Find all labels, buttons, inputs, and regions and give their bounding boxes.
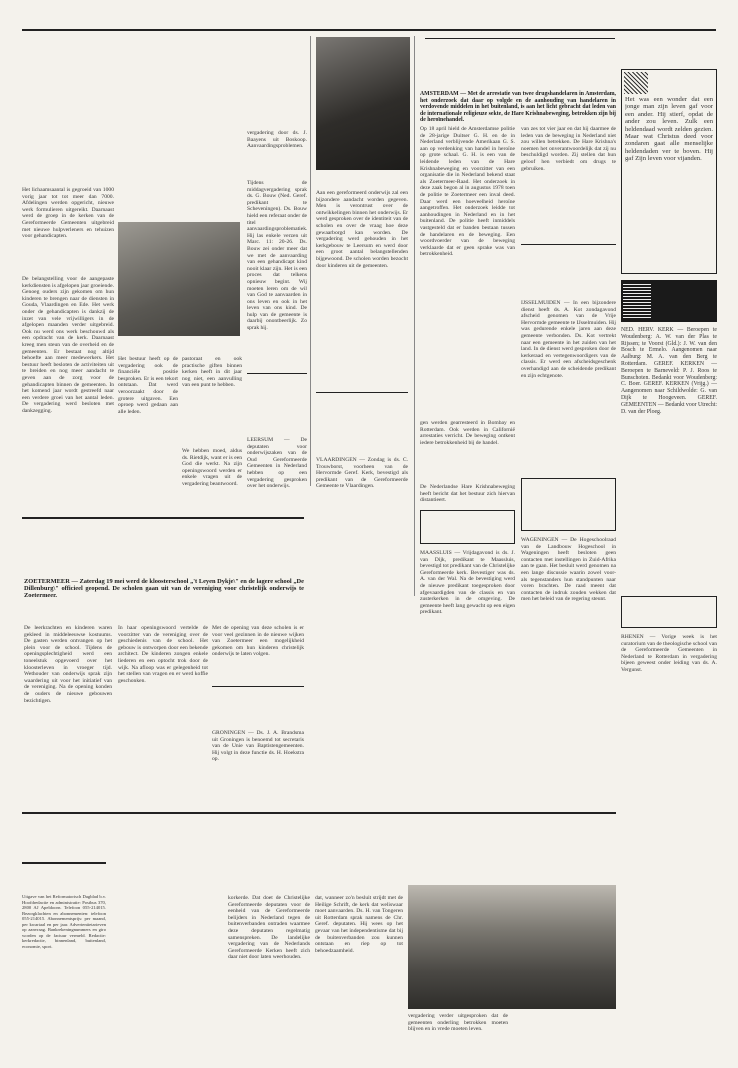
art9-body-col2: In haar openingswoord vertelde de voorzitter van de vereniging over de geschiedenis van de school. Het gebouw is ontworpen door een bekende architect. De kinderen zongen enkele liederen en een optocht trok door de wijk. Na afloop was er gelegenheid tot het stellen van vragen en er werd koffie geschonken. [118,625,208,684]
art4-top-rule [316,392,408,393]
art6-body: IJSSELMUIDEN — In een bijzondere dienst heeft ds. A. Kot zondagavond afscheid genomen van de Vrije Hervormde gemeente te IJsselmuiden. Hij was gedurende enkele jaren aan deze gemeente verbonden. Ds. Kot vertrekt naar een gemeente in het zuiden van het land. In de dienst werd gesproken door de kerkeraad en vertegenwoordigers van de classis. Er werd een afscheidsgeschenk overhandigd aan de scheidende predikant en zijn echtgenote. [521,300,616,379]
column-rule-1 [310,36,311,486]
art2-top-rule [247,373,307,374]
art2-body-col2: Aan een gereformeerd onderwijs zal een bijzondere aandacht worden gegeven. Men is verontrust over de ontwikkelingen binnen het onderwijs. Er werd gesproken over de identiteit van de scholen en over de vraag hoe deze gewaarborgd kan worden. De vergadering werd gehouden in het kerkgebouw te Leersum en werd door een groot aantal belangstellenden bijgewoond. De scholen worden bezocht door kinderen uit de gemeenten. [316,190,408,269]
art1-body-col4: vergadering door ds. J. Baayens uit Boskoop. Aanvaardingsproblemen. [247,130,307,150]
art1-body-col4b: Tijdens de middagvergadering sprak ds. G. Bouw (Ned. Geref. predikant te Scheveningen). Ds. Bouw hield een referaat onder de titel aanvaardingsproblematiek. Hij las enkele verzen uit Marc. 11: 20-26. Ds. Bouw zei onder meer dat we met de aanvaarding van een gehandicapt kind nooit klaar zijn. Het is een proces dat telkens opnieuw begint. Wij moeten leren om de wil van God te aanvaarden in ons leven en ook in het leven van ons kind. De hulp van de gemeente is daarbij onontbeerlijk. Zo sprak hij. [247,180,307,332]
art10-top-rule [212,686,304,687]
art5-body-col2b: gen werden gearresteerd in Bombay en Rotterdam. Ook werden in Californië arrestaties verricht. De beweging ontkent iedere betrokkenheid bij de handel. [420,420,515,446]
art9-top-rule [22,517,304,519]
colophon-top-rule [22,862,106,864]
art6-top-rule [521,244,616,245]
sidebar-body: Het was een wonder dat een jonge man zijn leven gaf voor een ander. Hij stierf, opdat de ander zou leven. Zulk een heldendaad wordt zelden gezien. Maar wat Christus deed voor zondaren gaat alle menselijke heldendaden ver te boven. Hij gaf Zijn leven voor vijanden. [625,96,713,163]
art5-lead: AMSTERDAM — Met de arrestatie van twee drugshandelaren in Amsterdam, het onderzoek dat daar op volgde en de aanhouding van handelaren in verdovende middelen in het buitenland, is aan het licht gebracht dat leden van de internationale religieuze sekte, de Hare Krishnabeweging, betrokken zijn bij de heroïnehandel. [420,91,616,123]
art9-body-col1: De leerkrachten en kinderen waren gekleed in middeleeuwse kostuums. De gasten werden ontvangen op het plein voor de school. Tijdens de openingsplechtigheid werd een toneelstuk opgevoerd over het kloosterleven in vroeger tijd. Wethouder van onderwijs sprak zijn waardering uit voor het initiatief van de vereniging. Na de opening konden de ouders de nieuwe gebouwen bezichtigen. [24,625,112,704]
art5-body-col1: Op 18 april hield de Amsterdamse politie de 28-jarige Duitser G. H. en de in Nederland verblijvende Amerikaan G. S. aan op verdenking van handel in heroïne op grote schaal. G. H. is een van de leidende leden van de Hare Krishnabeweging en voorzitter van een organisatie die in Nederland bekend staat als Zoetermeer-Raad. Het onderzoek in deze zaak begon al in augustus 1978 toen de politie te Zoetermeer een inval deed. Daar werd een hoeveelheid heroïne aangetroffen. Het onderzoek leidde tot aanhoudingen in Nederland en in het buitenland. De politie heeft inmiddels vastgesteld dat er banden bestaan tussen de handelaren en de beweging. Een woordvoerder van de beweging verklaarde dat er geen sprake was van betrokkenheid. [420,126,515,258]
sidebar-ornament [624,72,648,94]
art4-body: VLAARDINGEN — Zondag is ds. C. Trouwborst, voorheen van de Hervormde Geref. Kerk, bevestigd als predikant van de Gereformeerde Gemeente te Vlaardingen. [316,457,408,490]
beroepingswerk-emblem [623,284,651,318]
art9-lead: ZOETERMEER — Zaterdag 19 mei werd de kloosterschool „'t Leyen Dykje\" en de lagere school „De Dillenburg\" officieel geopend. De scholen gaan uit van de vereniging voor christelijk onderwijs te Zoetermeer. [24,578,304,600]
art5-body-col2c: De Nederlandse Hare Krishnabeweging heeft bericht dat het bestuur zich hiervan distantieert. [420,484,515,504]
art11-photo-meeting [408,885,616,1009]
art5-top-rule [425,38,615,39]
art1-body-col3: pastoraat en ook practische giften binnen kerken heeft in dit jaar nog niet, een aanvulling van een punt te hebben. [182,356,242,389]
beroepingswerk-body: NED. HERV. KERK — Beroepen te Woudenberg: A. W. van der Plas te Rijssen; te Voorst (Gld.): J. W. van den Bosch te Ermelo. Aangenomen naar Aalburg: M. A. van den Berg te Rotterdam. GEREF. KERKEN — Beroepen te Barneveld: P. J. Roos te Bunschoten. Bedankt voor Woudenberg: C. Boer. GEREF. KERKEN (Vrijg.) — Aangenomen naar Schildwolde: G. van Dijk te Hoogeveen. GEREF. GEMEENTEN — Bedankt voor Utrecht: D. van der Ploeg. [621,327,717,415]
art1-body-col3b: We hebben moed, aldus ds. Rietdijk, want er is een God die werkt. Na zijn openingswoord werden er enkele vragen uit de vergadering beantwoord. [182,448,242,487]
art2-body: LEERSUM — De deputaten voor onderwijszaken van de Oud Gereformeerde Gemeenten in Nederland hebben op een vergadering gesproken over het onderwijs. [247,437,307,490]
art11-body-col4: vergadering verder uitgesproken dat de gemeenten onderling betrokken moeten blijven en in vrede moeten leven. [408,1013,508,1033]
art7-frame [420,510,515,544]
art11-top-rule [22,812,616,814]
art9-body-col3: Met de opening van deze scholen is er voor veel gezinnen in de nieuwe wijken van Zoetermeer een mogelijkheid gekomen om hun kinderen christelijk onderwijs te laten volgen. [212,625,304,658]
art8-frame [521,478,616,531]
curatorium-body: RHENEN — Vorige week is het curatorium van de theologische school van de Gereformeerde Gemeenten in Nederland te Rotterdam in vergadering bijeen geweest onder leiding van ds. A. Vergunst. [621,634,717,673]
art10-body: GRONINGEN — Ds. J. A. Brandsma uit Groningen is benoemd tot secretaris van de Unie van Baptistengemeenten. Hij volgt in deze functie ds. H. Hoekstra op. [212,730,304,763]
art1-body-col1b: De belangstelling voor de aangepaste kerkdiensten is afgelopen jaar groeiende. Genoeg ouders zijn gekomen om hun kinderen te brengen naar de diensten in Gouda, Vlaardingen en Ede. Het werk onder de gehandicapten is dankzij de inzet van vele vrijwilligers in de afgelopen maanden verder uitgebreid. Ook nu werd ons werk beschouwd als een opdracht van de kerk. Daarnaast kreeg men steun van de overheid en de gemeenten. Er bestaat nog altijd behoefte aan meer medewerkers. Het bestuur heeft besloten de activiteiten uit te breiden en nog meer aandacht te geven aan de zorg voor de gehandicapten binnen de gemeenten. In het komend jaar wordt gestreefd naar een verdere groei van het aantal leden. De vergadering werd besloten met dankzegging. [22,276,114,414]
masthead-rule [22,29,716,31]
art1-body-col2: Het bestuur heeft op de vergadering ook de financiële positie besproken. Er is een tekort ontstaan. Dat werd veroorzaakt door de grotere uitgaven. Een oproep werd gedaan aan alle leden. [118,356,178,415]
art7-body: MAASSLUIS — Vrijdagavond is ds. J. van Dijk, predikant te Maassluis, bevestigd tot predikant van de Christelijke Gereformeerde kerk. Bevestiger was ds. A. van der Wal. Na de bevestiging werd de nieuwe predikant toegesproken door afgevaardigden van de classis en van zusterkerken in de omgeving. De gemeente heeft lang gewacht op een eigen predikant. [420,550,515,616]
curatorium-frame [621,596,717,628]
art3-photo-bouw [316,37,410,170]
column-rule-2 [414,36,415,596]
art1-body-col1a: Het lichaamsaantal is gegroeid van 1000 vorig jaar tot tot meer dan 7000. Afdelingen werden opgericht, nieuwe werk formulieren uitgereikt. Daarnaast werd de groep in de kerken van de Gereformeerde Gemeenten uitgebreid met nieuwe hulpverleners en tehuizen voor gehandicapten. [22,187,114,240]
art1-photo-rietdijk [118,222,240,336]
art5-body-col2: van zes tot vier jaar en dat hij daarmee de leden van de beweging in Nederland niet zou willen betrekken. De Hare Krishna's noemen het onverantwoordelijk dat zij nu beschuldigd worden. Zij stellen dat hun geloof hen verbiedt om drugs te gebruiken. [521,126,616,172]
art11-body-col2: korkerde. Dat doet de Christelijke Gereformeerde deputaten voor de eenheid van de Gereformeerde belijders in Nederland tegen de buitenverbanden ontraden waarmee deze deputaten regelmatig samenspreken. De landelijke vergadering van de Nederlands Gereformeerde Kerken heeft zich daar niet door laten weerhouden. [228,895,310,961]
art8-body: WAGENINGEN — De Hogeschoolraad van de Landbouw Hogeschool in Wageningen heeft besloten geen contacten met instellingen in Zuid-Afrika aan te gaan. Het besluit werd genomen na een lange discussie waarin zowel voor- als tegenstanders hun standpunten naar voren brachten. De raad meent dat contacten de indruk zouden wekken dat men het beleid van de regering steunt. [521,537,616,603]
art11-body-col3: dat, wanneer zo'n besluit strijdt met de Heilige Schrift, de kerk dat weliswaar moet aanvaarden. Ds. H. van Tongeren uit Rotterdam sprak namens de Chr. Geref. deputaten. Hij wees op het gevaar van het independentisme dat bij de buitenverbanden zou kunnen ontstaan en riep op tot behoedzaamheid. [315,895,403,954]
colophon-body: Uitgave van het Reformatorisch Dagblad b.v. Hoofdredactie en administratie: Postbus 370, 2800 AJ Apeldoorn. Telefoon 055-214015. Bezorgklachten en abonnementen: telefoon 055-214015. Abonnementsprijs: per maand, per kwartaal en per jaar. Advertentietarieven op aanvraag. Bankrekeningnummers en giro worden op de factuur vermeld. Redactie: kerkredactie, binnenland, buitenland, economie, sport. [22,894,106,949]
